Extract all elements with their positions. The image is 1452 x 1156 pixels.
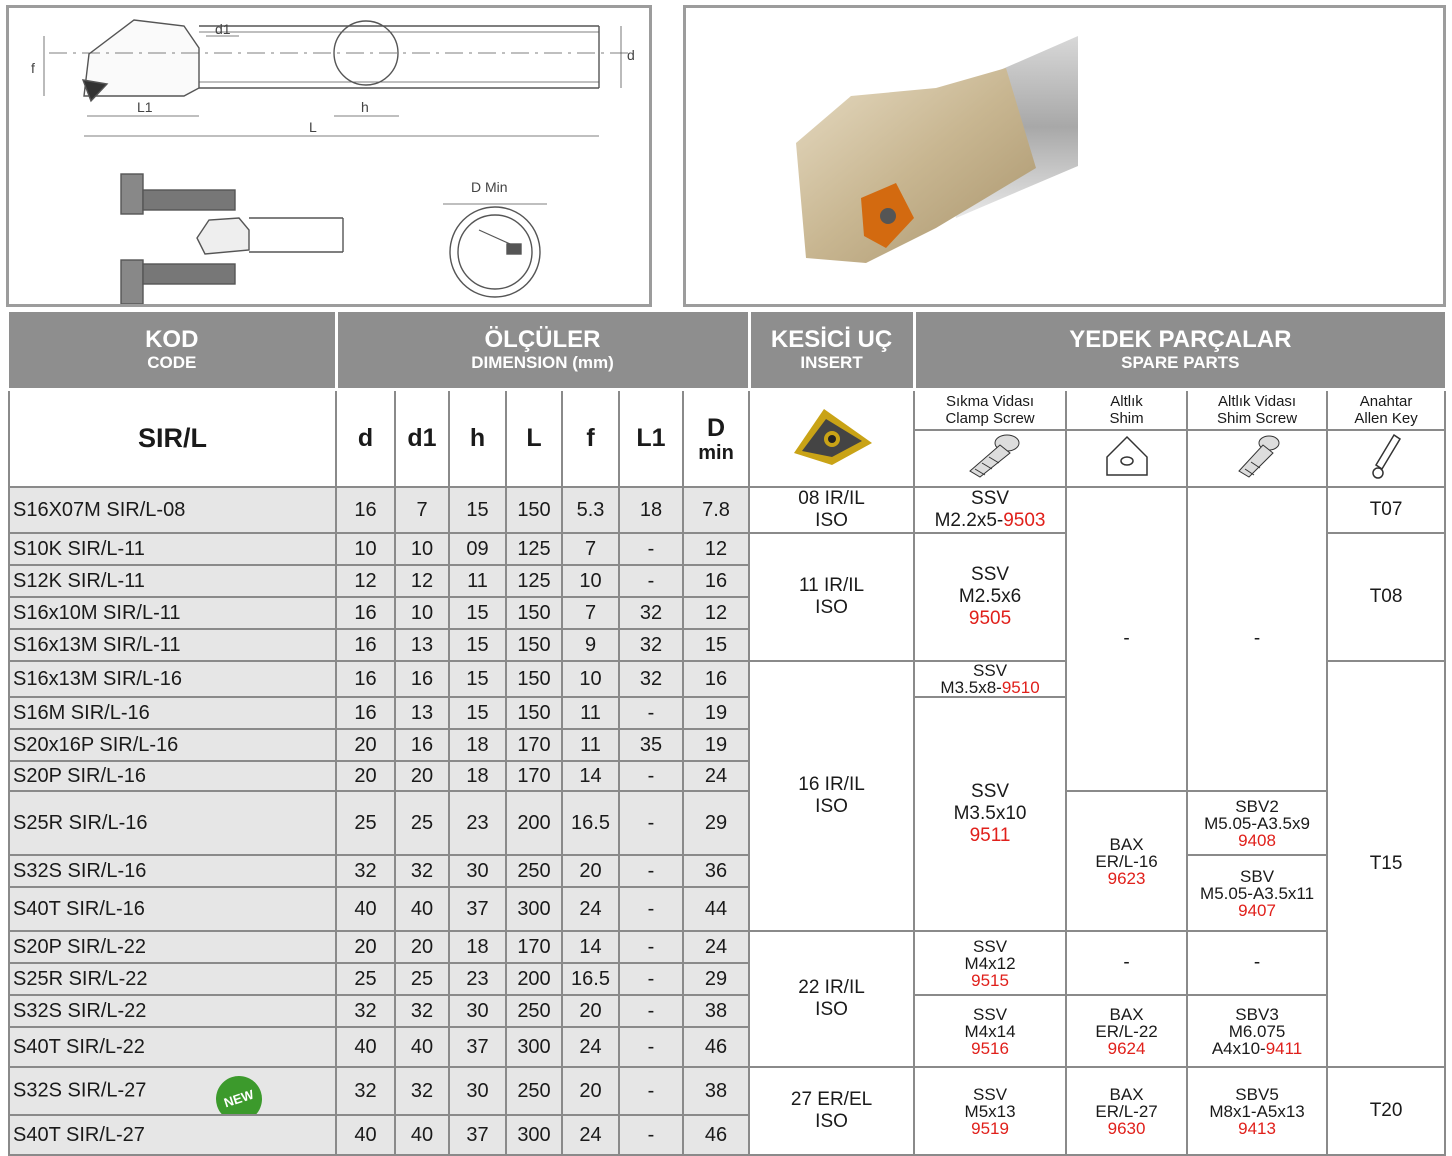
dim-value: 10 [395, 533, 449, 565]
clamp-screw-6-l2: M4x14 [964, 1021, 1016, 1041]
product-code: S16x10M SIR/L-11 [9, 597, 336, 629]
dim-value: 250 [506, 995, 562, 1027]
dim-value: 20 [562, 855, 619, 887]
shim-screw-5 [1187, 995, 1327, 1067]
header-insert: KESİCİ UÇ INSERT [749, 312, 914, 390]
header-dimensions: ÖLÇÜLER DIMENSION (mm) [336, 312, 749, 390]
header-spare-parts: YEDEK PARÇALAR SPARE PARTS [914, 312, 1445, 390]
dim-value: 38 [683, 995, 749, 1027]
shim-screw-6-code: 9413 [1238, 1118, 1276, 1138]
dim-value: 12 [683, 533, 749, 565]
shim-5 [1066, 1067, 1187, 1155]
shim-screw-6 [1187, 1067, 1327, 1155]
dim-value: 170 [506, 931, 562, 963]
allen-key-image [1327, 430, 1445, 487]
label-L1: L1 [137, 99, 153, 115]
dim-value: 20 [562, 1067, 619, 1115]
clamp-screw-4-l2: M3.5x10 [953, 803, 1027, 824]
dim-value: 10 [562, 661, 619, 697]
insert-icon [782, 401, 882, 471]
shim-screw-2 [1187, 791, 1327, 855]
col-Dmin: D min [683, 390, 749, 488]
product-code: S32S SIR/L-22 [9, 995, 336, 1027]
col-L: L [506, 390, 562, 488]
clamp-screw-4 [914, 697, 1066, 931]
dim-value: 46 [683, 1115, 749, 1155]
label-h: h [361, 99, 369, 115]
dim-value: 150 [506, 629, 562, 661]
dim-value: - [619, 931, 683, 963]
dim-value: 18 [449, 761, 506, 791]
technical-drawing-panel [6, 5, 652, 307]
dim-value: 250 [506, 1067, 562, 1115]
dim-value: 150 [506, 697, 562, 729]
dim-value: 20 [562, 995, 619, 1027]
dim-value: 25 [395, 791, 449, 855]
clamp-screw-5-code: 9515 [971, 970, 1009, 990]
dim-value: 19 [683, 697, 749, 729]
dim-value: - [619, 761, 683, 791]
product-code: S32S SIR/L-16 [9, 855, 336, 887]
product-code: S40T SIR/L-27 [9, 1115, 336, 1155]
dim-value: 125 [506, 533, 562, 565]
shim-screw-4: - [1187, 931, 1327, 995]
product-code: S20P SIR/L-22 [9, 931, 336, 963]
dim-value: 16 [683, 565, 749, 597]
clamp-screw-3-l2: M3.5x8- [940, 678, 1002, 697]
dim-value: 20 [395, 931, 449, 963]
dim-value: 32 [336, 995, 395, 1027]
dim-value: 25 [336, 963, 395, 995]
dim-value: - [619, 963, 683, 995]
dim-value: 170 [506, 729, 562, 761]
dim-value: 09 [449, 533, 506, 565]
clamp-screw-1-code: 9503 [1003, 510, 1046, 531]
clamp-screw-2-l2: M2.5x6 [958, 586, 1022, 607]
insert-08-l2: ISO [815, 510, 848, 531]
shim-screw-3-code: 9407 [1238, 900, 1276, 920]
dim-value: 16.5 [562, 963, 619, 995]
product-code: S12K SIR/L-11 [9, 565, 336, 597]
dim-value: 32 [336, 1067, 395, 1115]
dim-value: - [619, 533, 683, 565]
clamp-screw-1-l1: SSV [971, 488, 1010, 509]
boring-bar-image [686, 8, 1443, 304]
label-dmin: D Min [471, 179, 508, 195]
dim-value: 24 [683, 931, 749, 963]
insert-16-l2: ISO [815, 796, 848, 817]
table-row [9, 791, 1445, 855]
product-code: S16x13M SIR/L-16 [9, 661, 336, 697]
shim-5-code: 9630 [1107, 1118, 1146, 1138]
label-d: d [627, 47, 635, 63]
dim-value: 37 [449, 887, 506, 931]
clamp-screw-1-l2: M2.2x5- [934, 510, 1004, 531]
shim-screw-5-l1: SBV3 [1235, 1004, 1279, 1024]
dim-value: 200 [506, 963, 562, 995]
sir-label: SIR/L [9, 390, 336, 488]
shim-screw-2-l1: SBV2 [1235, 796, 1279, 816]
dim-value: 170 [506, 761, 562, 791]
clamp-screw-2-l1: SSV [971, 564, 1010, 585]
dim-value: 40 [395, 1115, 449, 1155]
insert-16-l1: 16 IR/IL [798, 774, 865, 795]
clamp-screw-header: Sıkma Vidası Clamp Screw [914, 390, 1066, 431]
dim-value: 16 [336, 487, 395, 533]
insert-08-l1: 08 IR/IL [798, 488, 865, 509]
dim-value: - [619, 1067, 683, 1115]
insert-22-l1: 22 IR/IL [798, 977, 865, 998]
product-code: S25R SIR/L-16 [9, 791, 336, 855]
new-badge: NEW [210, 1070, 268, 1115]
shim-screw-1: - [1187, 487, 1327, 791]
dim-value: 13 [395, 629, 449, 661]
clamp-screw-7 [914, 1067, 1066, 1155]
dim-value: - [619, 697, 683, 729]
clamp-screw-3-l1: SSV [973, 661, 1008, 680]
table-row [9, 487, 1445, 533]
col-d1: d1 [395, 390, 449, 488]
shim-screw-3-l2: M5.05-A3.5x11 [1200, 883, 1315, 903]
product-code: S16M SIR/L-16 [9, 697, 336, 729]
dim-value: 40 [336, 887, 395, 931]
clamp-screw-6 [914, 995, 1066, 1067]
allen-key-t20: T20 [1327, 1067, 1445, 1155]
dim-value: 36 [683, 855, 749, 887]
dim-value: 38 [683, 1067, 749, 1115]
dim-value: 18 [449, 729, 506, 761]
dim-value: 37 [449, 1027, 506, 1067]
clamp-screw-3 [914, 661, 1066, 697]
shim-5-l2: ER/L-27 [1095, 1101, 1158, 1121]
dim-value: 37 [449, 1115, 506, 1155]
table-row [9, 995, 1445, 1027]
dim-value: - [619, 1115, 683, 1155]
dim-value: - [619, 995, 683, 1027]
dim-value: 32 [619, 597, 683, 629]
dim-value: 125 [506, 565, 562, 597]
clamp-screw-5-l2: M4x12 [964, 953, 1016, 973]
shim-screw-6-l2: M8x1-A5x13 [1209, 1101, 1305, 1121]
shim-screw-image [1187, 430, 1327, 487]
dim-value: 24 [562, 887, 619, 931]
shim-screw-3-l1: SBV [1240, 866, 1275, 886]
insert-27-l1: 27 ER/EL [790, 1089, 873, 1110]
dim-value: 23 [449, 791, 506, 855]
shim-header: Altlık Shim [1066, 390, 1187, 431]
clamp-screw-5-l1: SSV [973, 936, 1008, 956]
dim-value: 32 [395, 855, 449, 887]
dim-value: 150 [506, 597, 562, 629]
insert-image [749, 390, 914, 488]
technical-drawing [9, 8, 649, 304]
dim-value: 24 [562, 1115, 619, 1155]
shim-4 [1066, 995, 1187, 1067]
dim-value: 15 [683, 629, 749, 661]
dim-value: 46 [683, 1027, 749, 1067]
dim-value: 15 [449, 597, 506, 629]
shim-image [1066, 430, 1187, 487]
clamp-screw-6-l1: SSV [973, 1004, 1008, 1024]
dim-value: 18 [619, 487, 683, 533]
allen-key-icon [1366, 431, 1406, 481]
label-f: f [31, 60, 35, 76]
col-h: h [449, 390, 506, 488]
dim-value: 29 [683, 791, 749, 855]
dim-value: - [619, 565, 683, 597]
clamp-screw-2-code: 9505 [968, 608, 1012, 629]
dim-value: 40 [336, 1115, 395, 1155]
clamp-screw-7-l2: M5x13 [964, 1101, 1016, 1121]
dim-value: 30 [449, 855, 506, 887]
dim-value: 25 [395, 963, 449, 995]
clamp-screw-4-l1: SSV [971, 781, 1010, 802]
shim-screw-header: Altlık Vidası Shim Screw [1187, 390, 1327, 431]
dim-value: - [619, 791, 683, 855]
dim-value: 16 [683, 661, 749, 697]
clamp-screw-1 [914, 487, 1066, 533]
dim-value: 40 [395, 887, 449, 931]
table-row [9, 855, 1445, 887]
dim-value: 32 [395, 995, 449, 1027]
clamp-screw-7-code: 9519 [971, 1118, 1009, 1138]
dim-value: 44 [683, 887, 749, 931]
dim-value: 12 [395, 565, 449, 597]
dim-value: 24 [683, 761, 749, 791]
dim-value: 40 [336, 1027, 395, 1067]
dim-value: 10 [395, 597, 449, 629]
product-code: S32S SIR/L-27 NEW [9, 1067, 336, 1115]
shim-screw-5-l2: M6.075 [1228, 1021, 1286, 1041]
dim-value: 15 [449, 661, 506, 697]
dim-value: 14 [562, 931, 619, 963]
dim-value: 19 [683, 729, 749, 761]
dim-value: 16 [395, 729, 449, 761]
shim-screw-6-l1: SBV5 [1235, 1084, 1279, 1104]
shim-2-l1: BAX [1109, 834, 1144, 854]
product-code: S20x16P SIR/L-16 [9, 729, 336, 761]
insert-22 [749, 931, 914, 1067]
dim-value: 32 [336, 855, 395, 887]
dim-value: 16 [336, 629, 395, 661]
dim-value: 11 [562, 697, 619, 729]
shim-4-l2: ER/L-22 [1095, 1021, 1158, 1041]
product-code: S10K SIR/L-11 [9, 533, 336, 565]
dim-value: 16.5 [562, 791, 619, 855]
dim-value: 300 [506, 887, 562, 931]
label-L: L [309, 119, 317, 135]
dim-value: 12 [336, 565, 395, 597]
dim-value: 5.3 [562, 487, 619, 533]
table-row [9, 931, 1445, 963]
shim-1: - [1066, 487, 1187, 791]
shim-icon [1102, 431, 1152, 481]
shim-4-code: 9624 [1107, 1038, 1146, 1058]
shim-5-l1: BAX [1109, 1084, 1144, 1104]
shim-screw-2-l2: M5.05-A3.5x9 [1204, 813, 1310, 833]
insert-11 [749, 533, 914, 661]
product-photo-panel [683, 5, 1446, 307]
dim-value: 11 [562, 729, 619, 761]
dim-value: 24 [562, 1027, 619, 1067]
insert-11-l1: 11 IR/IL [798, 575, 865, 596]
dim-value: 250 [506, 855, 562, 887]
dim-value: 16 [395, 661, 449, 697]
dim-value: 7 [562, 597, 619, 629]
shim-screw-5-l3: A4x10- [1211, 1038, 1266, 1058]
shim-3: - [1066, 931, 1187, 995]
clamp-screw-3-code: 9510 [1001, 678, 1040, 697]
shim-4-l1: BAX [1109, 1004, 1144, 1024]
dim-value: 300 [506, 1027, 562, 1067]
allen-key-t15: T15 [1327, 661, 1445, 1067]
insert-08 [749, 487, 914, 533]
dim-value: 30 [449, 995, 506, 1027]
shim-2 [1066, 791, 1187, 931]
allen-key-header: Anahtar Allen Key [1327, 390, 1445, 431]
dim-value: 300 [506, 1115, 562, 1155]
allen-key-t08: T08 [1327, 533, 1445, 661]
insert-16 [749, 661, 914, 931]
dim-value: 14 [562, 761, 619, 791]
dim-value: 15 [449, 629, 506, 661]
dim-value: 15 [449, 697, 506, 729]
insert-11-l2: ISO [815, 597, 848, 618]
dim-value: 20 [336, 729, 395, 761]
product-code: S20P SIR/L-16 [9, 761, 336, 791]
product-code: S40T SIR/L-16 [9, 887, 336, 931]
shim-2-code: 9623 [1107, 868, 1146, 888]
dim-value: 18 [449, 931, 506, 963]
shim-screw-3 [1187, 855, 1327, 931]
shim-2-l2: ER/L-16 [1095, 851, 1158, 871]
dim-value: 40 [395, 1027, 449, 1067]
clamp-screw-4-code: 9511 [969, 825, 1011, 846]
label-d1: d1 [215, 21, 231, 37]
dim-value: 10 [562, 565, 619, 597]
dim-value: 16 [336, 597, 395, 629]
dim-value: 7.8 [683, 487, 749, 533]
dim-value: 20 [395, 761, 449, 791]
dim-value: 13 [395, 697, 449, 729]
dim-value: - [619, 887, 683, 931]
dim-value: 11 [449, 565, 506, 597]
dim-value: 15 [449, 487, 506, 533]
col-d: d [336, 390, 395, 488]
dim-value: 35 [619, 729, 683, 761]
clamp-screw-image [914, 430, 1066, 487]
dim-value: 7 [395, 487, 449, 533]
dim-value: 10 [336, 533, 395, 565]
dim-value: 16 [336, 661, 395, 697]
product-code: S25R SIR/L-22 [9, 963, 336, 995]
col-L1: L1 [619, 390, 683, 488]
shim-screw-2-code: 9408 [1238, 830, 1276, 850]
dim-value: - [619, 855, 683, 887]
insert-27 [749, 1067, 914, 1155]
dim-value: 7 [562, 533, 619, 565]
clamp-screw-2 [914, 533, 1066, 661]
dim-value: 200 [506, 791, 562, 855]
shim-screw-5-code: 9411 [1265, 1038, 1303, 1058]
dim-value: 9 [562, 629, 619, 661]
dim-value: 23 [449, 963, 506, 995]
dim-value: 32 [619, 629, 683, 661]
dim-value: 20 [336, 761, 395, 791]
dim-value: 32 [619, 661, 683, 697]
product-code: S16X07M SIR/L-08 [9, 487, 336, 533]
shim-screw-icon [1227, 431, 1287, 481]
dim-value: 32 [395, 1067, 449, 1115]
col-f: f [562, 390, 619, 488]
allen-key-t07: T07 [1327, 487, 1445, 533]
product-code: S16x13M SIR/L-11 [9, 629, 336, 661]
table-row [9, 1067, 1445, 1115]
dim-value: 16 [336, 697, 395, 729]
dim-value: 150 [506, 487, 562, 533]
product-code: S40T SIR/L-22 [9, 1027, 336, 1067]
screw-icon [955, 431, 1025, 481]
dim-value: 25 [336, 791, 395, 855]
insert-27-l2: ISO [815, 1111, 848, 1132]
clamp-screw-6-code: 9516 [971, 1038, 1009, 1058]
clamp-screw-5 [914, 931, 1066, 995]
dim-value: 29 [683, 963, 749, 995]
insert-22-l2: ISO [815, 999, 848, 1020]
dim-value: 30 [449, 1067, 506, 1115]
dim-value: 20 [336, 931, 395, 963]
dim-value: - [619, 1027, 683, 1067]
dim-value: 12 [683, 597, 749, 629]
header-code: KOD CODE [9, 312, 336, 390]
dim-value: 150 [506, 661, 562, 697]
product-table [8, 312, 1446, 1156]
clamp-screw-7-l1: SSV [973, 1084, 1008, 1104]
